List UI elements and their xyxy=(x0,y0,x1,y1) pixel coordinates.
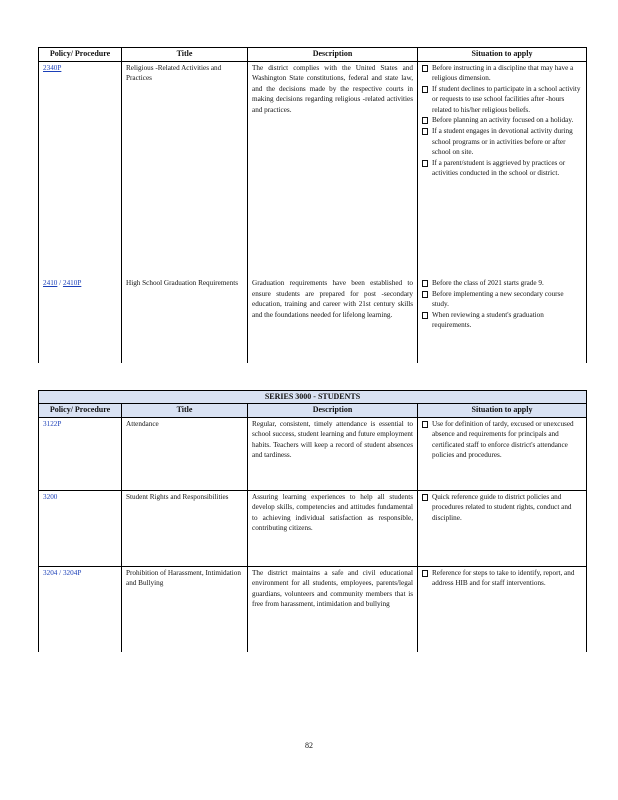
situation-cell xyxy=(418,566,587,652)
situation-list xyxy=(422,568,582,589)
column-header-policy: Policy/ Procedure xyxy=(39,48,122,62)
description-cell: Assuring learning experiences to help all students develop skills, competencies and attitudes fundamental to achieving individual satisfaction as responsible, contributing citizens. xyxy=(248,490,418,566)
description-cell: The district complies with the United States and Washington State constitutions, federal and state law, and the decisions made by the respective courts in making decisions regarding religious -related activities and practices. xyxy=(248,61,418,277)
checkbox-icon xyxy=(422,65,428,72)
list-item: Reference for steps to take to identify, report, and address HIB and for staff interventions. xyxy=(422,568,582,589)
column-header-title: Title xyxy=(122,404,248,418)
list-item: Before implementing a new secondary course study. xyxy=(422,289,582,310)
list-item: Before the class of 2021 starts grade 9. xyxy=(422,278,582,289)
table-row xyxy=(39,277,587,363)
checkbox-icon xyxy=(422,421,428,428)
policy-code: 3204 / 3204P xyxy=(43,568,82,577)
situation-cell xyxy=(418,61,587,277)
page-number: 82 xyxy=(305,741,313,750)
situation-cell xyxy=(418,277,587,363)
situation-list xyxy=(422,63,582,180)
checkbox-icon xyxy=(422,570,428,577)
description-cell: Graduation requirements have been established to ensure students are prepared for post -secondary education, training and career with 21st century skills and the foundations needed for lifelong learning. xyxy=(248,277,418,363)
table-row xyxy=(39,61,587,277)
list-item: Before instructing in a discipline that may have a religious dimension. xyxy=(422,63,582,84)
policy-code: 3200 xyxy=(43,492,58,501)
policy-cell: 2410 / 2410P xyxy=(39,277,122,363)
policy-link[interactable]: 2410 xyxy=(43,279,58,287)
situation-cell xyxy=(418,490,587,566)
column-header-description: Description xyxy=(248,48,418,62)
column-header-title: Title xyxy=(122,48,248,62)
column-header-situation: Situation to apply xyxy=(418,404,587,418)
column-header-policy: Policy/ Procedure xyxy=(39,404,122,418)
checkbox-icon xyxy=(422,117,428,124)
policy-cell xyxy=(39,566,122,652)
policy-link[interactable]: 2340P xyxy=(43,63,62,72)
title-cell: Student Rights and Responsibilities xyxy=(122,490,248,566)
procedure-link[interactable]: 2410P xyxy=(62,279,82,287)
situation-list xyxy=(422,419,582,461)
title-cell: Religious -Related Activities and Practices xyxy=(122,61,248,277)
situation-list xyxy=(422,492,582,524)
policy-cell xyxy=(39,417,122,490)
checkbox-icon xyxy=(422,494,428,501)
list-item: Use for definition of tardy, excused or unexcused absence and requirements for principals and certificated staff to enforce district's attendance policies and procedures. xyxy=(422,419,582,461)
column-header-description: Description xyxy=(248,404,418,418)
table-row xyxy=(39,566,587,652)
situation-list xyxy=(422,278,582,331)
list-item: Before planning an activity focused on a holiday. xyxy=(422,115,582,126)
table-row xyxy=(39,490,587,566)
column-header-situation: Situation to apply xyxy=(418,48,587,62)
description-cell: The district maintains a safe and civil educational environment for all students, employees, parents/legal guardians, volunteers and community members that is free from harassment, intimidation and bullying xyxy=(248,566,418,652)
list-item: If a parent/student is aggrieved by practices or activities conducted in the school or district. xyxy=(422,158,582,179)
policy-table-2 xyxy=(38,390,587,652)
checkbox-icon xyxy=(422,128,428,135)
policy-table-1 xyxy=(38,47,587,363)
situation-cell xyxy=(418,417,587,490)
policy-code: 3122P xyxy=(43,419,62,428)
checkbox-icon xyxy=(422,160,428,167)
series-banner-row xyxy=(39,391,587,404)
list-item: If a student engages in devotional activity during school programs or in activities before or after school on site. xyxy=(422,126,582,158)
series-banner: SERIES 3000 - STUDENTS xyxy=(39,391,587,404)
title-cell: Attendance xyxy=(122,417,248,490)
title-cell: Prohibition of Harassment, Intimidation and Bullying xyxy=(122,566,248,652)
table-row xyxy=(39,417,587,490)
checkbox-icon xyxy=(422,312,428,319)
checkbox-icon xyxy=(422,280,428,287)
list-item: If student declines to participate in a school activity or requests to use school facilities after -hours related to his/her religious beliefs. xyxy=(422,84,582,116)
list-item: When reviewing a student's graduation requirements. xyxy=(422,310,582,331)
table-header-row xyxy=(39,404,587,418)
checkbox-icon xyxy=(422,291,428,298)
policy-cell xyxy=(39,490,122,566)
checkbox-icon xyxy=(422,86,428,93)
title-cell: High School Graduation Requirements xyxy=(122,277,248,363)
list-item: Quick reference guide to district policies and procedures related to student rights, conduct and discipline. xyxy=(422,492,582,524)
description-cell: Regular, consistent, timely attendance is essential to school success, student learning and future employment habits. Teachers will keep a record of student absences and tardiness. xyxy=(248,417,418,490)
table-header-row xyxy=(39,48,587,62)
policy-cell xyxy=(39,61,122,277)
